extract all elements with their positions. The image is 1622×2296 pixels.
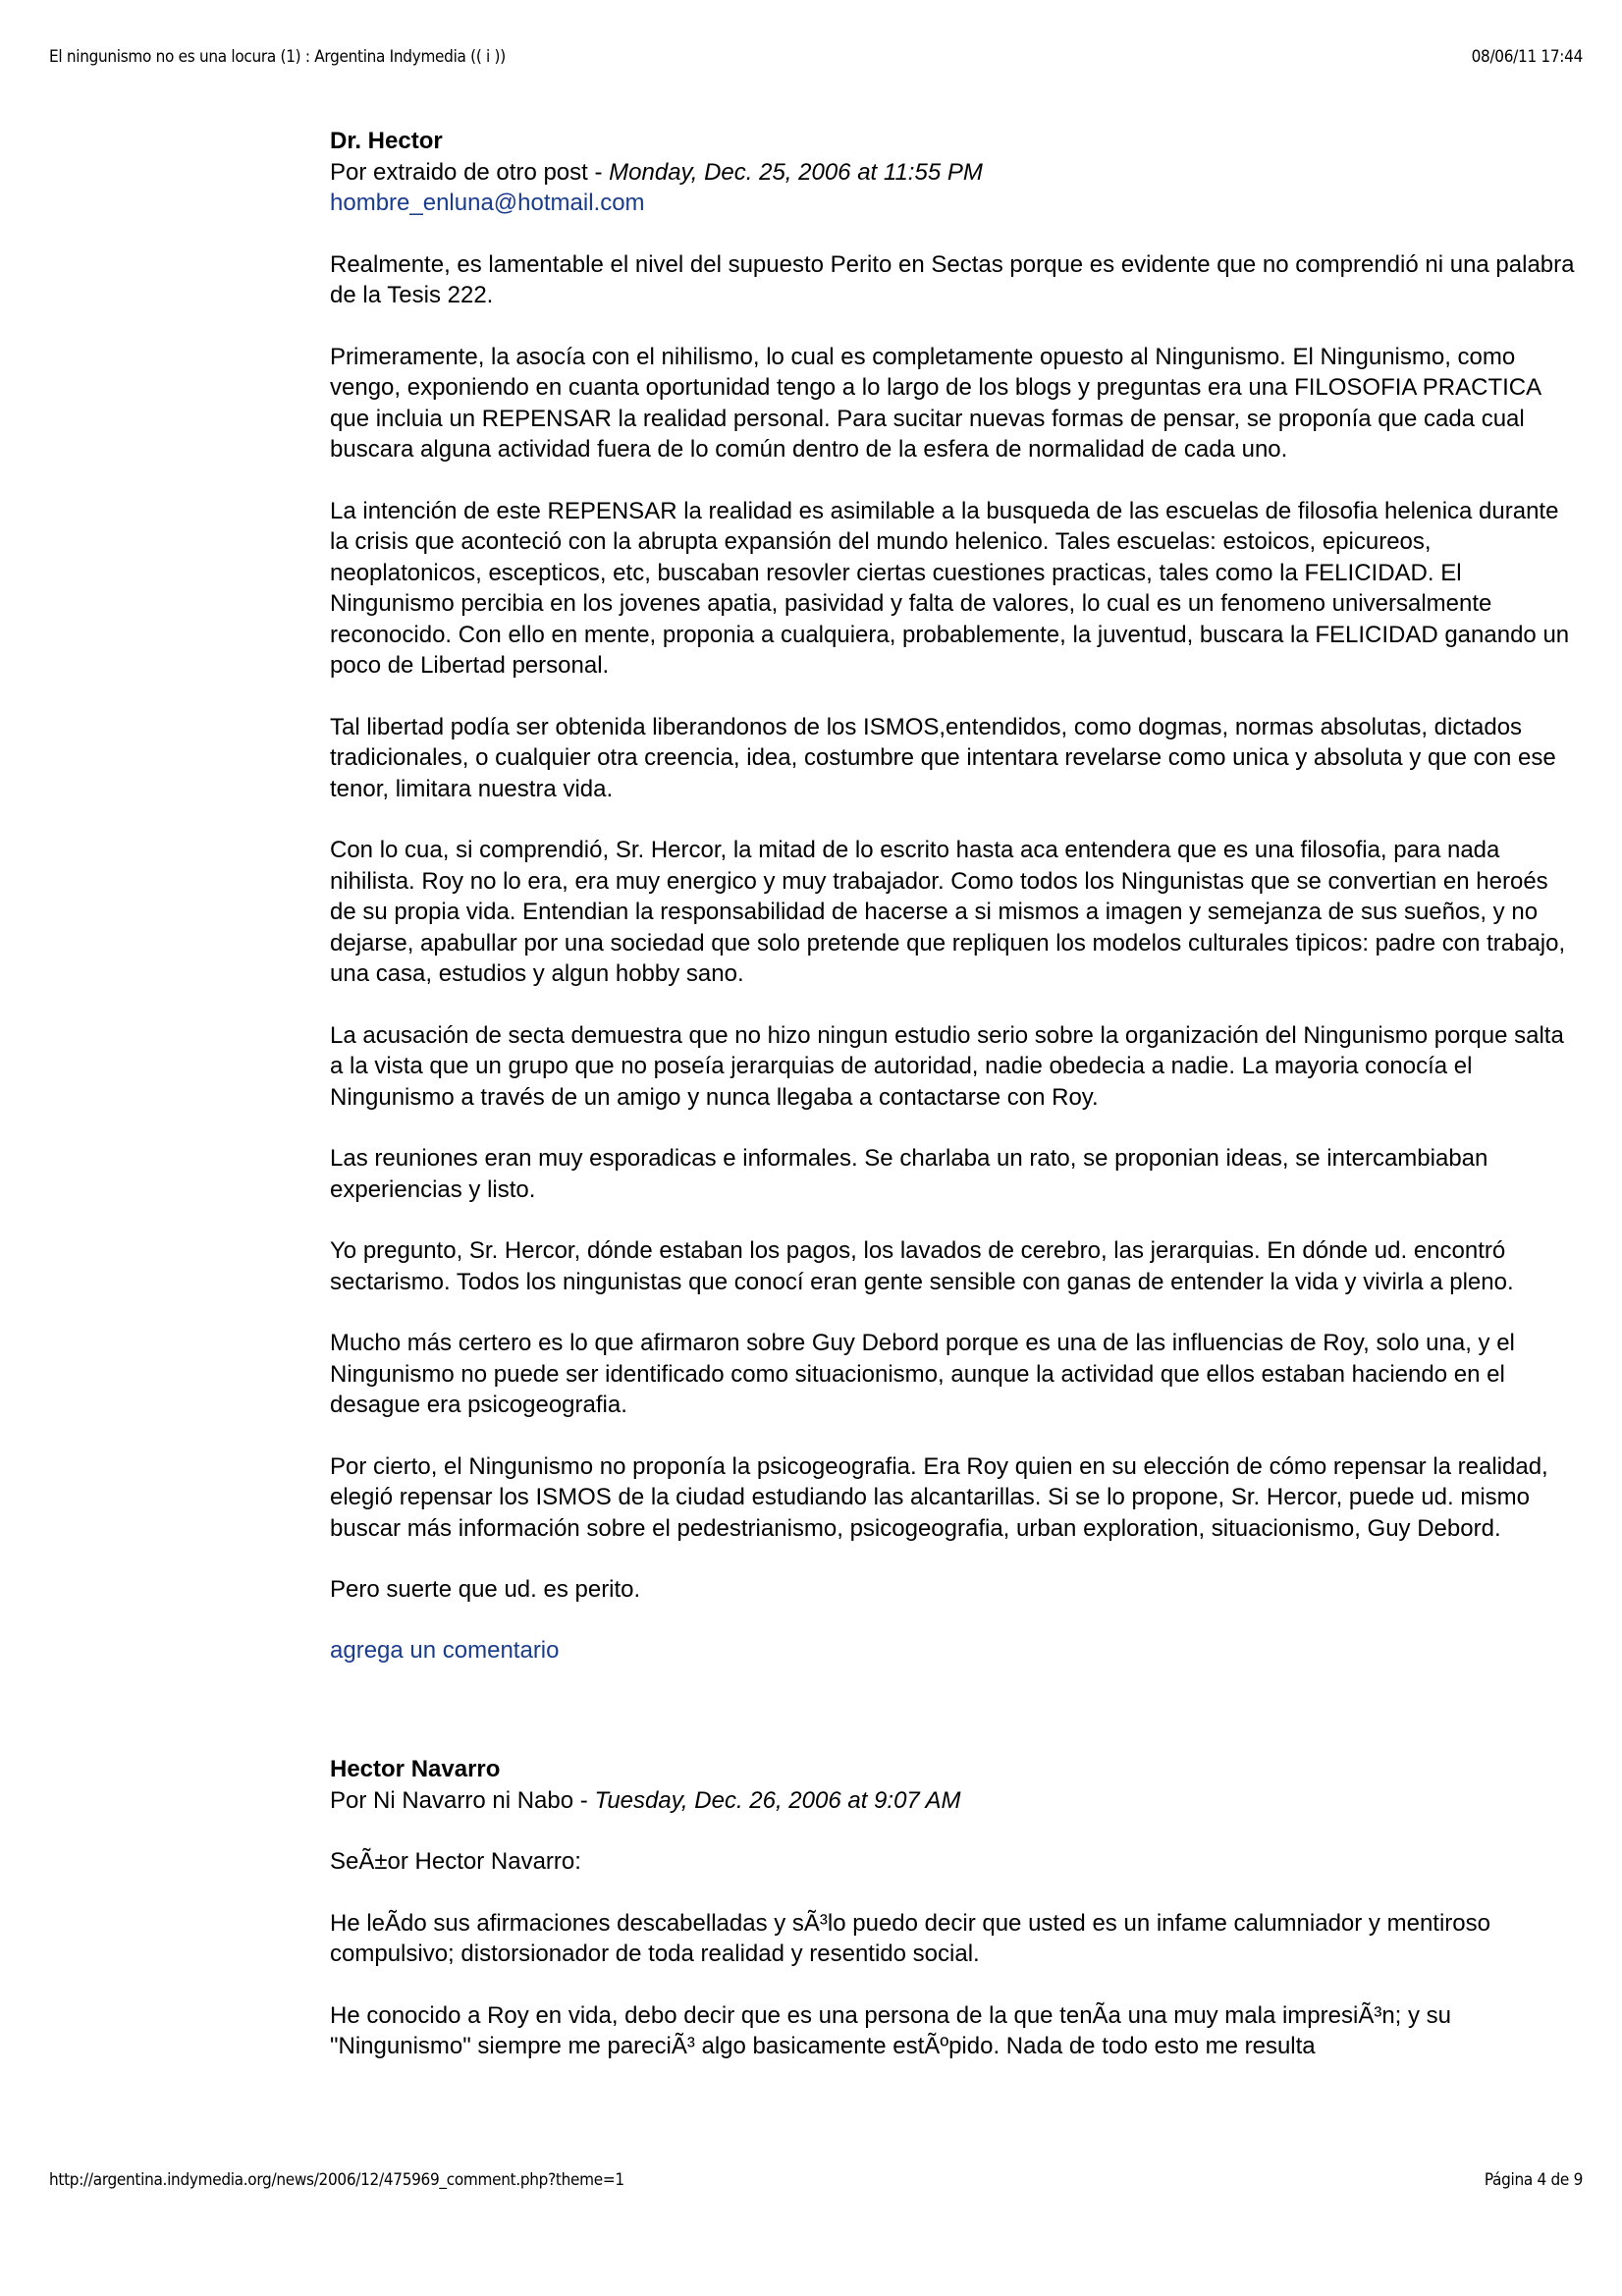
comment-paragraph: He leÃdo sus afirmaciones descabelladas y sÃ³lo puedo decir que usted es un infame calumniador y mentiroso compulsivo; distorsionador de toda realidad y resentido social. [330,1909,1490,1967]
comment-paragraph: SeÃ±or Hector Navarro: [330,1848,581,1875]
comment-paragraph: La acusación de secta demuestra que no hizo ningun estudio serio sobre la organización del Ningunismo porque salta a la vista que un grupo que no poseía jerarquias de autoridad, nadie obedecia a nadie. La mayoria conocía el Ningunismo a través de un amigo y nunca llegaba a contactarse con Roy. [330,1021,1564,1111]
comment-paragraph: Realmente, es lamentable el nivel del supuesto Perito en Sectas porque es evidente que no comprendió ni una palabra de la Tesis 222. [330,250,1575,308]
comment-paragraph: Primeramente, la asocía con el nihilismo, lo cual es completamente opuesto al Ningunismo. El Ningunismo, como vengo, exponiendo en cuanta oportunidad tengo a lo largo de los blogs y preguntas era una FILOSOFIA PRACTICA que incluia un REPENSAR la realidad personal. Para sucitar nuevas formas de pensar, se proponía que cada cual buscara alguna actividad fuera de lo común dentro de la esfera de normalidad de cada uno. [330,343,1541,463]
page-title: El ningunismo no es una locura (1) : Argentina Indymedia (( i )) [49,47,506,67]
comment-post [330,126,1577,1666]
comment-paragraph: Las reuniones eran muy esporadicas e informales. Se charlaba un rato, se proponian ideas, se intercambiaban experiencias y listo. [330,1145,1488,1203]
byline-by: Por extraido de otro post - [330,158,610,186]
comment-date: Tuesday, Dec. 26, 2006 at 9:07 AM [594,1786,961,1814]
comment-paragraph: He conocido a Roy en vida, debo decir que es una persona de la que tenÃa una muy mala impresiÃ³n; y su "Ningunismo" siempre me pareciÃ³ algo basicamente estÃºpido. Nada de todo esto me resulta [330,2001,1452,2059]
comment-paragraph: Yo pregunto, Sr. Hercor, dónde estaban los pagos, los lavados de cerebro, las jerarquias. En dónde ud. encontró sectarismo. Todos los ningunistas que conocí eran gente sensible con ganas de entender la vida y vivirla a pleno. [330,1237,1514,1295]
comments-content [330,126,1577,2093]
page-number: Página 4 de 9 [1484,2170,1583,2190]
comment-paragraph: Con lo cua, si comprendió, Sr. Hercor, la mitad de lo escrito hasta aca entendera que es una filosofia, para nada nihilista. Roy no lo era, era muy energico y muy trabajador. Como todos los Ningunistas que se convertian en heroés de su propia vida. Entendian la responsabilidad de hacerse a si mismos a imagen y semejanza de sus sueños, y no dejarse, apabullar por una sociedad que solo pretende que repliquen los modelos culturales tipicos: padre con trabajo, una casa, estudios y algun hobby sano. [330,837,1566,987]
comment-paragraph: Tal libertad podía ser obtenida liberandonos de los ISMOS,entendidos, como dogmas, normas absolutas, dictados tradicionales, o cualquier otra creencia, idea, costumbre que intentara revelarse como unica y absoluta y que con ese tenor, limitara nuestra vida. [330,713,1556,802]
comment-paragraph: La intención de este REPENSAR la realidad es asimilable a la busqueda de las escuelas de filosofia helenica durante la crisis que aconteció con la abrupta expansión del mundo helenico. Tales escuelas: estoicos, epicureos, neoplatonicos, escepticos, etc, buscaban resovler ciertas cuestiones practicas, tales como la FELICIDAD. El Ningunismo percibia en los jovenes apatia, pasividad y falta de valores, lo cual es un fenomeno universalmente reconocido. Con ello en mente, proponia a cualquiera, probablemente, la juventud, buscara la FELICIDAD ganando un poco de Libertad personal. [330,497,1570,679]
comment-byline [330,157,1577,189]
byline-by: Por Ni Navarro ni Nabo - [330,1786,595,1814]
print-datetime: 08/06/11 17:44 [1471,47,1583,67]
print-header [49,47,1583,67]
comment-post [330,1754,1577,2062]
comment-byline [330,1785,1577,1817]
add-comment-link[interactable]: agrega un comentario [330,1636,560,1664]
email-link[interactable]: hombre_enluna@hotmail.com [330,190,645,216]
comment-date: Monday, Dec. 25, 2006 at 11:55 PM [609,158,983,186]
print-footer [49,2170,1583,2190]
comment-paragraph: Por cierto, el Ningunismo no proponía la psicogeografia. Era Roy quien en su elección de cómo repensar la realidad, elegió repensar los ISMOS de la ciudad estudiando las alcantarillas. Si se lo propone, Sr. Hercor, puede ud. mismo buscar más información sobre el pedestrianismo, psicogeografia, urban exploration, situacionismo, Guy Debord. [330,1452,1548,1542]
comment-paragraph: Pero suerte que ud. es perito. [330,1576,641,1603]
comment-author: Hector Navarro [330,1756,501,1782]
comment-author: Dr. Hector [330,128,443,154]
comment-paragraph: Mucho más certero es lo que afirmaron sobre Guy Debord porque es una de las influencias de Roy, solo una, y el Ningunismo no puede ser identificado como situacionismo, aunque la actividad que ellos estaban haciendo en el desague era psicogeografia. [330,1330,1515,1418]
page-url: http://argentina.indymedia.org/news/2006/12/475969_comment.php?theme=1 [49,2170,624,2190]
